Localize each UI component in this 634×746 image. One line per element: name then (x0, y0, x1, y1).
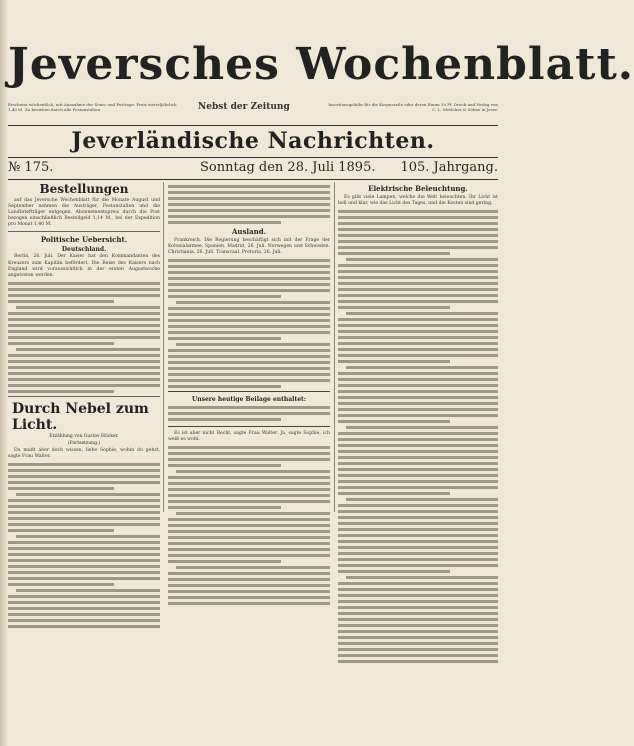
story-continuation: (Fortsetzung.) (67, 440, 101, 446)
rule-bottom (8, 179, 498, 180)
story-heading: Durch Nebel zum Licht. (12, 400, 149, 433)
politics-heading: Politische Uebersicht. (40, 235, 128, 245)
separator (8, 231, 160, 232)
issue-year: 105. Jahrgang. (400, 160, 498, 175)
column-3 (338, 182, 498, 742)
column-divider-2 (334, 182, 335, 512)
story-continued-text: Es ist aber nicht Recht, sagte Frau Walter. Ja, sagte Sophie, ich weiß es wohl. (168, 431, 330, 443)
column-1 (8, 182, 160, 742)
text-lines (168, 185, 330, 224)
rule-mid (8, 157, 498, 158)
orders-heading: Bestellungen (39, 182, 129, 196)
column-divider-1 (163, 182, 164, 512)
abroad-text: Frankreich. Die Regierung beschäftigt sich mit der Frage der Kolonialarmee. Spanien. Madrid, 26. Juli. Norwegen und Schweden. Christiania, 26. Juli. Transvaal. Pretoria, 26. Juli. (168, 238, 330, 256)
text-lines (168, 446, 330, 605)
orders-text: auf das Jeversche Wochenblatt für die Monate August und September nehmen die Austräger, Postanstalten und die Landbriefträger entgegen. Abonnementspreis durch die Post bezogen einschließlich Bestellgeld 1,14 M., bei der Expedition pro Monat 1,40 M. (8, 198, 160, 228)
issue-info (8, 160, 498, 178)
germany-heading: Deutschland. (61, 246, 107, 254)
abroad-heading: Ausland. (231, 227, 267, 236)
separator (8, 396, 160, 397)
text-lines (8, 282, 160, 393)
column-2 (168, 182, 330, 742)
masthead-title: Jeversches Wochenblatt. (8, 39, 634, 90)
insertion-note: Insertionsgebühr für die Korpuszeile oder deren Raum 10 Pf. Druck und Verlag von C. L. Mettcker & Söhne in Jever. (328, 102, 498, 112)
subscription-note: Erscheint wöchentlich, mit Ausnahme der Sonn- und Festtage. Preis vierteljährlich 1,40 M. Zu beziehen durch alle Postanstalten. (8, 102, 177, 112)
text-lines (8, 463, 160, 628)
rule-top (8, 125, 498, 126)
masthead-subrow (8, 102, 498, 124)
issue-number: № 175. (8, 160, 54, 175)
issue-date: Sonntag den 28. Juli 1895. (200, 160, 376, 175)
supplement-box (168, 391, 330, 427)
story-author: Erzählung von Gustav Höcker. (49, 433, 119, 439)
supplement-note: Nebst der Zeitung (198, 102, 290, 112)
supplement-heading: Unsere heutige Beilage enthaltet: (191, 396, 307, 404)
politics-text: Berlin, 26. Juli. Der Kaiser hat den Kommandanten des Kreuzers zum Kapitän befördert. Die Reise des Kaisers nach England wird voraussichtlich in der ersten Augustwoche angetreten werden. (8, 254, 160, 278)
text-lines (338, 210, 498, 663)
text-lines (168, 259, 330, 388)
story-text: Du mußt aber doch wissen, liebe Sophie, wohin du gehst, sagte Frau Walter. (8, 447, 160, 459)
electric-heading: Elektrische Beleuchtung. (368, 184, 468, 193)
masthead-subtitle: Jeverländische Nachrichten. (71, 128, 435, 154)
electric-text: Es gibt viele Lampen, welche die Welt beleuchten. Ihr Licht ist hell und klar, wie das Licht des Tages, und die Kosten sind gering. (338, 195, 498, 207)
page-fold-shadow (0, 0, 8, 746)
